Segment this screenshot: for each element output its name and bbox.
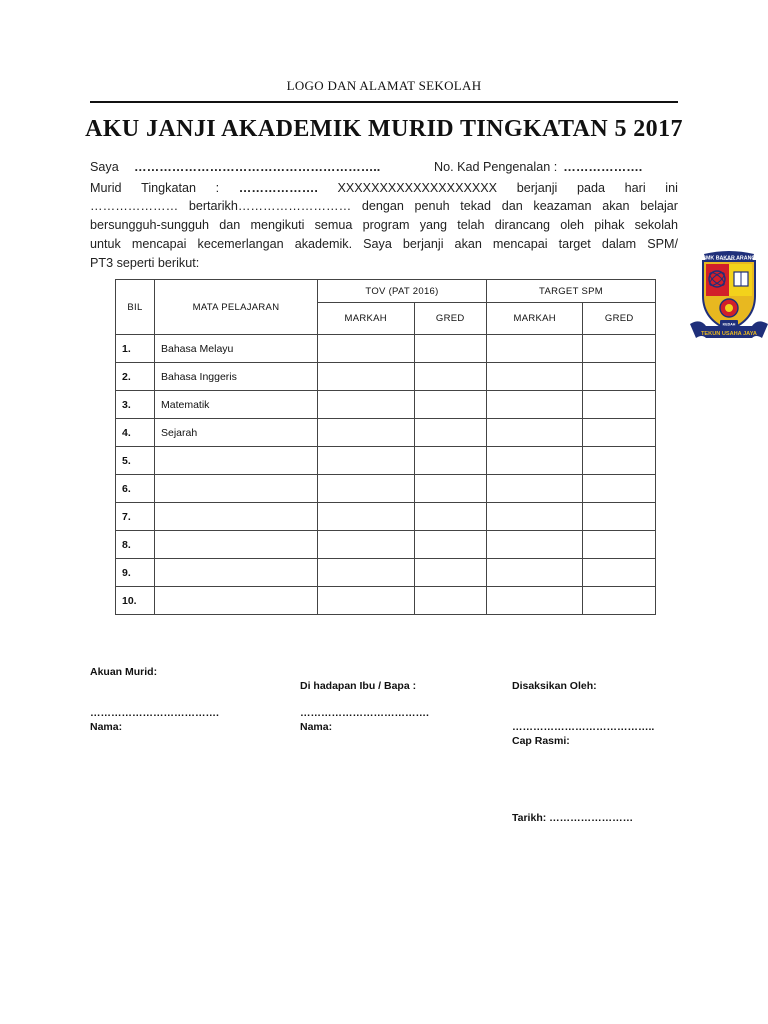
student-name-label: Nama: — [90, 721, 123, 733]
cell-target-gred[interactable] — [583, 391, 656, 419]
document-title: AKU JANJI AKADEMIK MURID TINGKATAN 5 2017 — [85, 116, 683, 142]
row-subject[interactable] — [155, 559, 318, 587]
row-number: 3. — [116, 391, 155, 419]
cell-tov-gred[interactable] — [414, 363, 486, 391]
pledge-berjanji: berjanji — [516, 181, 558, 195]
cell-tov-markah[interactable] — [318, 363, 415, 391]
official-stamp-label: Cap Rasmi: — [512, 735, 570, 747]
cell-target-gred[interactable] — [583, 419, 656, 447]
cell-target-gred[interactable] — [583, 447, 656, 475]
row-subject[interactable] — [155, 475, 318, 503]
pledge-line-1 — [90, 160, 678, 174]
crest-motto-text: TEKUN USAHA JAYA — [701, 331, 757, 337]
parent-label: Di hadapan Ibu / Bapa : — [300, 680, 417, 692]
date-field[interactable]: Tarikh: …………………… — [512, 812, 634, 824]
crest-top-text: SMK BAKAR ARANG — [702, 255, 756, 262]
pledge-colon: : — [215, 181, 220, 195]
ic-dots: ………………. — [563, 160, 643, 174]
cell-target-markah[interactable] — [486, 391, 583, 419]
row-subject[interactable] — [155, 447, 318, 475]
witness-signature-dots[interactable]: ………………………………….. — [512, 721, 655, 733]
pledge-line-4: bersungguh-sungguh dan mengikuti semua program yang telah dirancang oleh pihak sekolah — [90, 218, 678, 232]
cell-tov-markah[interactable] — [318, 335, 415, 363]
pledge-saya: Saya — [90, 160, 119, 174]
cell-target-markah[interactable] — [486, 531, 583, 559]
col-subject-header: MATA PELAJARAN — [155, 280, 318, 335]
pledge-line-2 — [90, 181, 678, 195]
cell-target-markah[interactable] — [486, 475, 583, 503]
tov-markah-header: MARKAH — [318, 303, 415, 335]
row-number: 7. — [116, 503, 155, 531]
row-subject: Sejarah — [155, 419, 318, 447]
pledge-murid: Murid — [90, 181, 122, 195]
cell-target-gred[interactable] — [583, 335, 656, 363]
cell-tov-markah[interactable] — [318, 475, 415, 503]
table-row — [116, 475, 656, 503]
row-subject: Bahasa Inggeris — [155, 363, 318, 391]
row-number: 4. — [116, 419, 155, 447]
table-row — [116, 531, 656, 559]
cell-target-gred[interactable] — [583, 363, 656, 391]
table-row — [116, 447, 656, 475]
cell-target-markah[interactable] — [486, 447, 583, 475]
cell-tov-gred[interactable] — [414, 447, 486, 475]
parent-name-label: Nama: — [300, 721, 333, 733]
row-subject[interactable] — [155, 503, 318, 531]
cell-target-gred[interactable] — [583, 531, 656, 559]
pledge-line-3: ………………… bertarikh……………………… dengan penuh tekad dan keazaman akan belajar — [90, 199, 678, 213]
tov-gred-header: GRED — [414, 303, 486, 335]
pledge-xs: XXXXXXXXXXXXXXXXXXX — [337, 181, 498, 195]
row-number: 9. — [116, 559, 155, 587]
cell-target-markah[interactable] — [486, 503, 583, 531]
row-number: 10. — [116, 587, 155, 615]
cell-tov-gred[interactable] — [414, 391, 486, 419]
row-number: 8. — [116, 531, 155, 559]
pledge-line-6: PT3 seperti berikut: — [90, 256, 200, 270]
target-group-header: TARGET SPM — [486, 280, 655, 303]
cell-tov-gred[interactable] — [414, 503, 486, 531]
target-markah-header: MARKAH — [486, 303, 583, 335]
cell-target-markah[interactable] — [486, 559, 583, 587]
row-number: 6. — [116, 475, 155, 503]
table-row — [116, 391, 656, 419]
cell-target-gred[interactable] — [583, 559, 656, 587]
tov-group-header: TOV (PAT 2016) — [318, 280, 487, 303]
cell-target-markah[interactable] — [486, 587, 583, 615]
form-dots: ………………. — [238, 181, 318, 195]
pledge-hari: hari — [624, 181, 646, 195]
cell-target-gred[interactable] — [583, 587, 656, 615]
pledge-ini: ini — [665, 181, 678, 195]
cell-tov-gred[interactable] — [414, 587, 486, 615]
akuan-murid-label: Akuan Murid: — [90, 666, 158, 678]
col-bil-header: BIL — [116, 280, 155, 335]
cell-tov-markah[interactable] — [318, 559, 415, 587]
cell-tov-markah[interactable] — [318, 587, 415, 615]
cell-target-gred[interactable] — [583, 475, 656, 503]
ic-label: No. Kad Pengenalan : — [434, 160, 558, 174]
cell-tov-markah[interactable] — [318, 503, 415, 531]
cell-tov-gred[interactable] — [414, 335, 486, 363]
cell-tov-markah[interactable] — [318, 447, 415, 475]
grades-table — [115, 279, 656, 615]
row-number: 5. — [116, 447, 155, 475]
cell-tov-gred[interactable] — [414, 475, 486, 503]
header-rule — [90, 101, 678, 103]
table-row — [116, 335, 656, 363]
pledge-pada: pada — [576, 181, 605, 195]
cell-tov-markah[interactable] — [318, 531, 415, 559]
row-number: 2. — [116, 363, 155, 391]
row-subject: Matematik — [155, 391, 318, 419]
table-row — [116, 559, 656, 587]
school-header-placeholder: LOGO DAN ALAMAT SEKOLAH — [286, 78, 482, 93]
table-row — [116, 363, 656, 391]
row-subject[interactable] — [155, 531, 318, 559]
pledge-line-5: untuk mencapai kecemerlangan akademik. Saya berjanji akan mencapai target dalam SPM/ — [90, 237, 678, 251]
pledge-tingkatan: Tingkatan — [141, 181, 196, 195]
row-subject[interactable] — [155, 587, 318, 615]
row-subject: Bahasa Melayu — [155, 335, 318, 363]
table-row — [116, 503, 656, 531]
target-gred-header: GRED — [583, 303, 656, 335]
school-crest-logo — [690, 250, 768, 350]
cell-tov-markah[interactable] — [318, 391, 415, 419]
table-row — [116, 587, 656, 615]
cell-tov-gred[interactable] — [414, 531, 486, 559]
table-row — [116, 419, 656, 447]
cell-tov-gred[interactable] — [414, 559, 486, 587]
row-number: 1. — [116, 335, 155, 363]
cell-target-markah[interactable] — [486, 363, 583, 391]
cell-tov-markah[interactable] — [318, 419, 415, 447]
cell-target-gred[interactable] — [583, 503, 656, 531]
student-signature-dots[interactable]: ………………………………. — [90, 707, 219, 719]
cell-tov-gred[interactable] — [414, 419, 486, 447]
crest-badge-text: KEDAH — [722, 322, 736, 327]
cell-target-markah[interactable] — [486, 419, 583, 447]
witness-label: Disaksikan Oleh: — [512, 680, 597, 692]
cell-target-markah[interactable] — [486, 335, 583, 363]
parent-signature-dots[interactable]: ………………………………. — [300, 707, 429, 719]
name-dots: ………………………………………………….. — [134, 160, 381, 174]
